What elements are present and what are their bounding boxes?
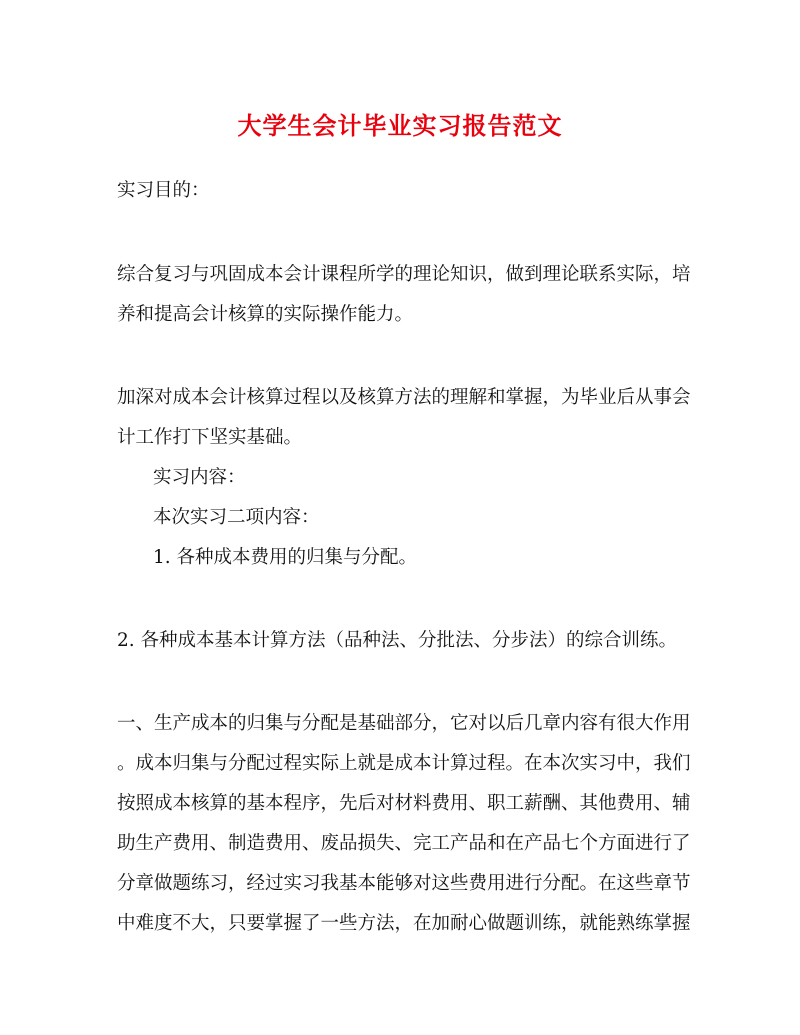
paragraph-line: 养和提高会计核算的实际操作能力。 [117,304,414,325]
list-item: 1. 各种成本费用的归集与分配。 [153,547,418,568]
paragraph-line: 实习内容： [153,467,246,488]
paragraph-line: 本次实习二项内容： [153,507,320,528]
document-title: 大学生会计毕业实习报告范文 [237,111,563,140]
paragraph-line: 综合复习与巩固成本会计课程所学的理论知识，做到理论联系实际，培 [117,264,691,285]
paragraph-line: 。成本归集与分配过程实际上就是成本计算过程。在本次实习中，我们 [117,753,691,774]
paragraph-line: 按照成本核算的基本程序，先后对材料费用、职工薪酬、其他费用、辅 [117,793,691,814]
paragraph-line: 分章做题练习，经过实习我基本能够对这些费用进行分配。在这些章节 [117,873,691,894]
paragraph-line: 一、生产成本的归集与分配是基础部分，它对以后几章内容有很大作用 [117,713,691,734]
paragraph-line: 实习目的： [117,180,210,201]
paragraph-line: 助生产费用、制造费用、废品损失、完工产品和在产品七个方面进行了 [117,833,691,854]
paragraph-line: 计工作打下坚实基础。 [117,427,303,448]
list-item: 2. 各种成本基本计算方法（品种法、分批法、分步法）的综合训练。 [117,630,678,651]
paragraph-line: 加深对成本会计核算过程以及核算方法的理解和掌握，为毕业后从事会 [117,387,691,408]
paragraph-line: 中难度不大，只要掌握了一些方法，在加耐心做题训练，就能熟练掌握 [117,913,691,934]
